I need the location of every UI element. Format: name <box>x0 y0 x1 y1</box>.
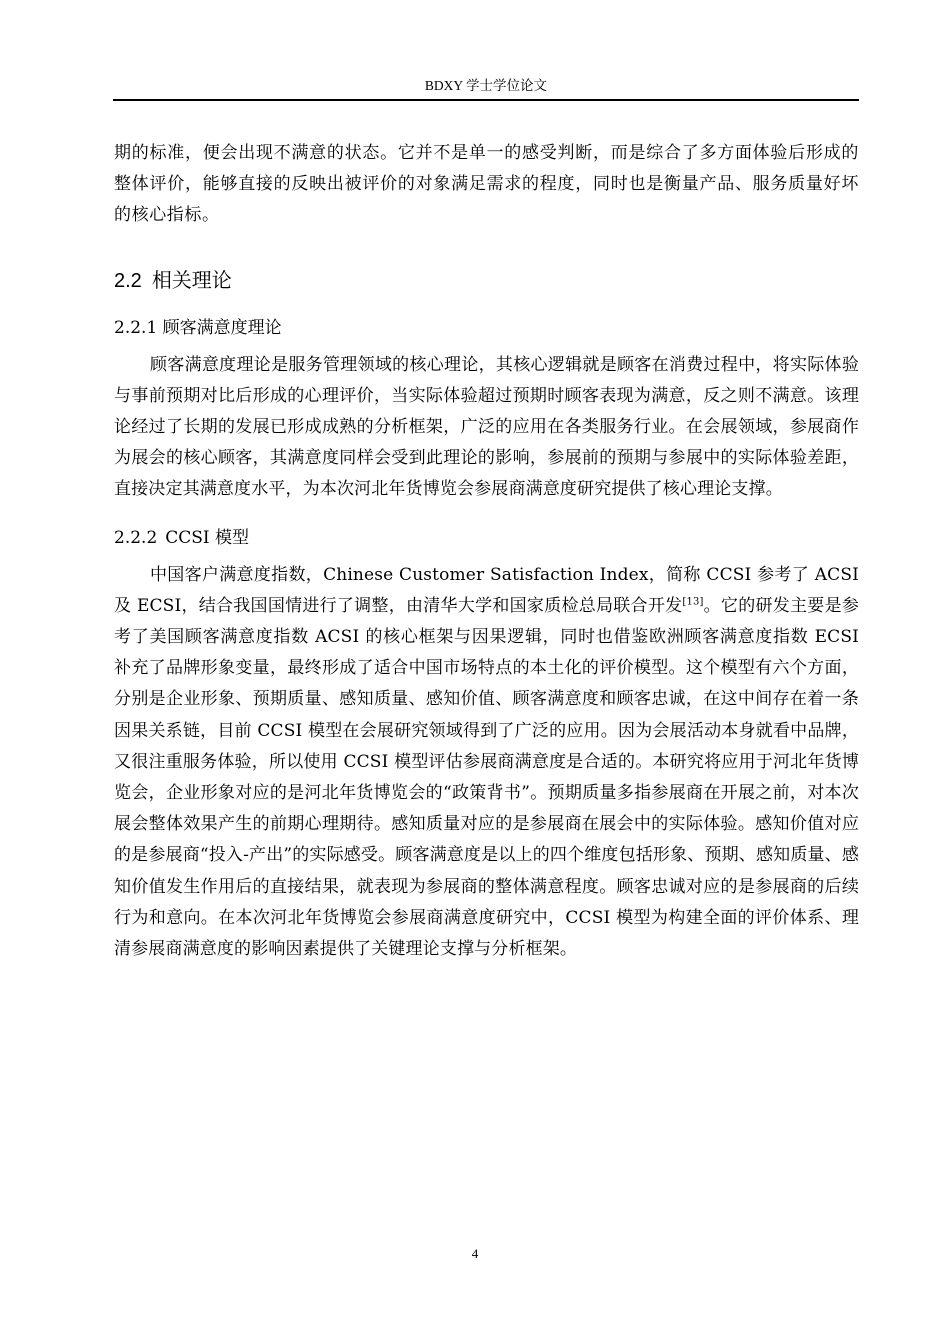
subsection-heading-2-2-1: 2.2.1 顾客满意度理论 <box>114 317 282 338</box>
paragraph-ccsi-model <box>114 560 859 966</box>
paragraph-customer-satisfaction-theory: 顾客满意度理论是服务管理领域的核心理论，其核心逻辑就是顾客在消费过程中，将实际体验与事前预期对比后形成的心理评价，当实际体验超过预期时顾客表现为满意，反之则不满意。该理论经过了长期的发展已形成成熟的分析框架，广泛的应用在各类服务行业。在会展领域，参展商作为展会的核心顾客，其满意度同样会受到此理论的影响，参展前的预期与参展中的实际体验差距，直接决定其满意度水平，为本次河北年货博览会参展商满意度研究提供了核心理论支撑。 <box>114 354 859 500</box>
subsection-number: 2.2.2 <box>114 527 158 548</box>
intro-paragraph: 期的标准，便会出现不满意的状态。它并不是单一的感受判断，而是综合了多方面体验后形成的整体评价，能够直接的反映出被评价的对象满足需求的程度，同时也是衡量产品、服务质量好坏的核心指标。 <box>114 143 859 226</box>
header-rule <box>113 99 859 101</box>
ccsi-text-part2: 。它的研发主要是参考了美国顾客满意度指数 ACSI 的核心框架与因果逻辑，同时也借鉴欧洲顾客满意度指数 ECSI 补充了品牌形象变量，最终形成了适合中国市场特点的本土化的评价模型。这个模型有六个方面，分别是企业形象、预期质量、感知质量、感知价值、顾客满意度和顾客忠诚，在这中间存在着一条因果关系链，目前 CCSI 模型在会展研究领域得到了广泛的应用。因为会展活动本身就看中品牌，又很注重服务体验，所以使用 CCSI 模型评估参展商满意度是合适的。本研究将应用于河北年货博览会，企业形象对应的是河北年货博览会的“政策背书”。预期质量多指参展商在开展之前，对本次展会整体效果产生的前期心理期待。感知质量对应的是参展商在展会中的实际体验。感知价值对应的是参展商“投入-产出”的实际感受。顾客满意度是以上的四个维度包括形象、预期、感知质量、感知价值发生作用后的直接结果，就表现为参展商的整体满意程度。顾客忠诚对应的是参展商的后续行为和意向。在本次河北年货博览会参展商满意度研究中，CCSI 模型为构建全面的评价体系、理清参展商满意度的影响因素提供了关键理论支撑与分析框架。 <box>114 595 859 960</box>
section-title: 相关理论 <box>151 269 232 292</box>
citation-reference[interactable]: [13] <box>682 596 704 608</box>
subsection-title: CCSI 模型 <box>165 527 250 548</box>
page-number: 4 <box>471 1246 479 1261</box>
ccsi-text-part1: 中国客户满意度指数，Chinese Customer Satisfaction Index，简称 CCSI 参考了 ACSI 及 ECSI，结合我国国情进行了调整，由清华大学和国家质检总局联合开发 <box>114 564 859 616</box>
page-content <box>114 138 859 965</box>
section-number: 2.2 <box>114 269 142 292</box>
subsection-heading-2-2-2 <box>114 525 859 551</box>
running-header: BDXY 学士学位论文 <box>424 78 548 93</box>
section-heading-2-2 <box>114 266 859 296</box>
